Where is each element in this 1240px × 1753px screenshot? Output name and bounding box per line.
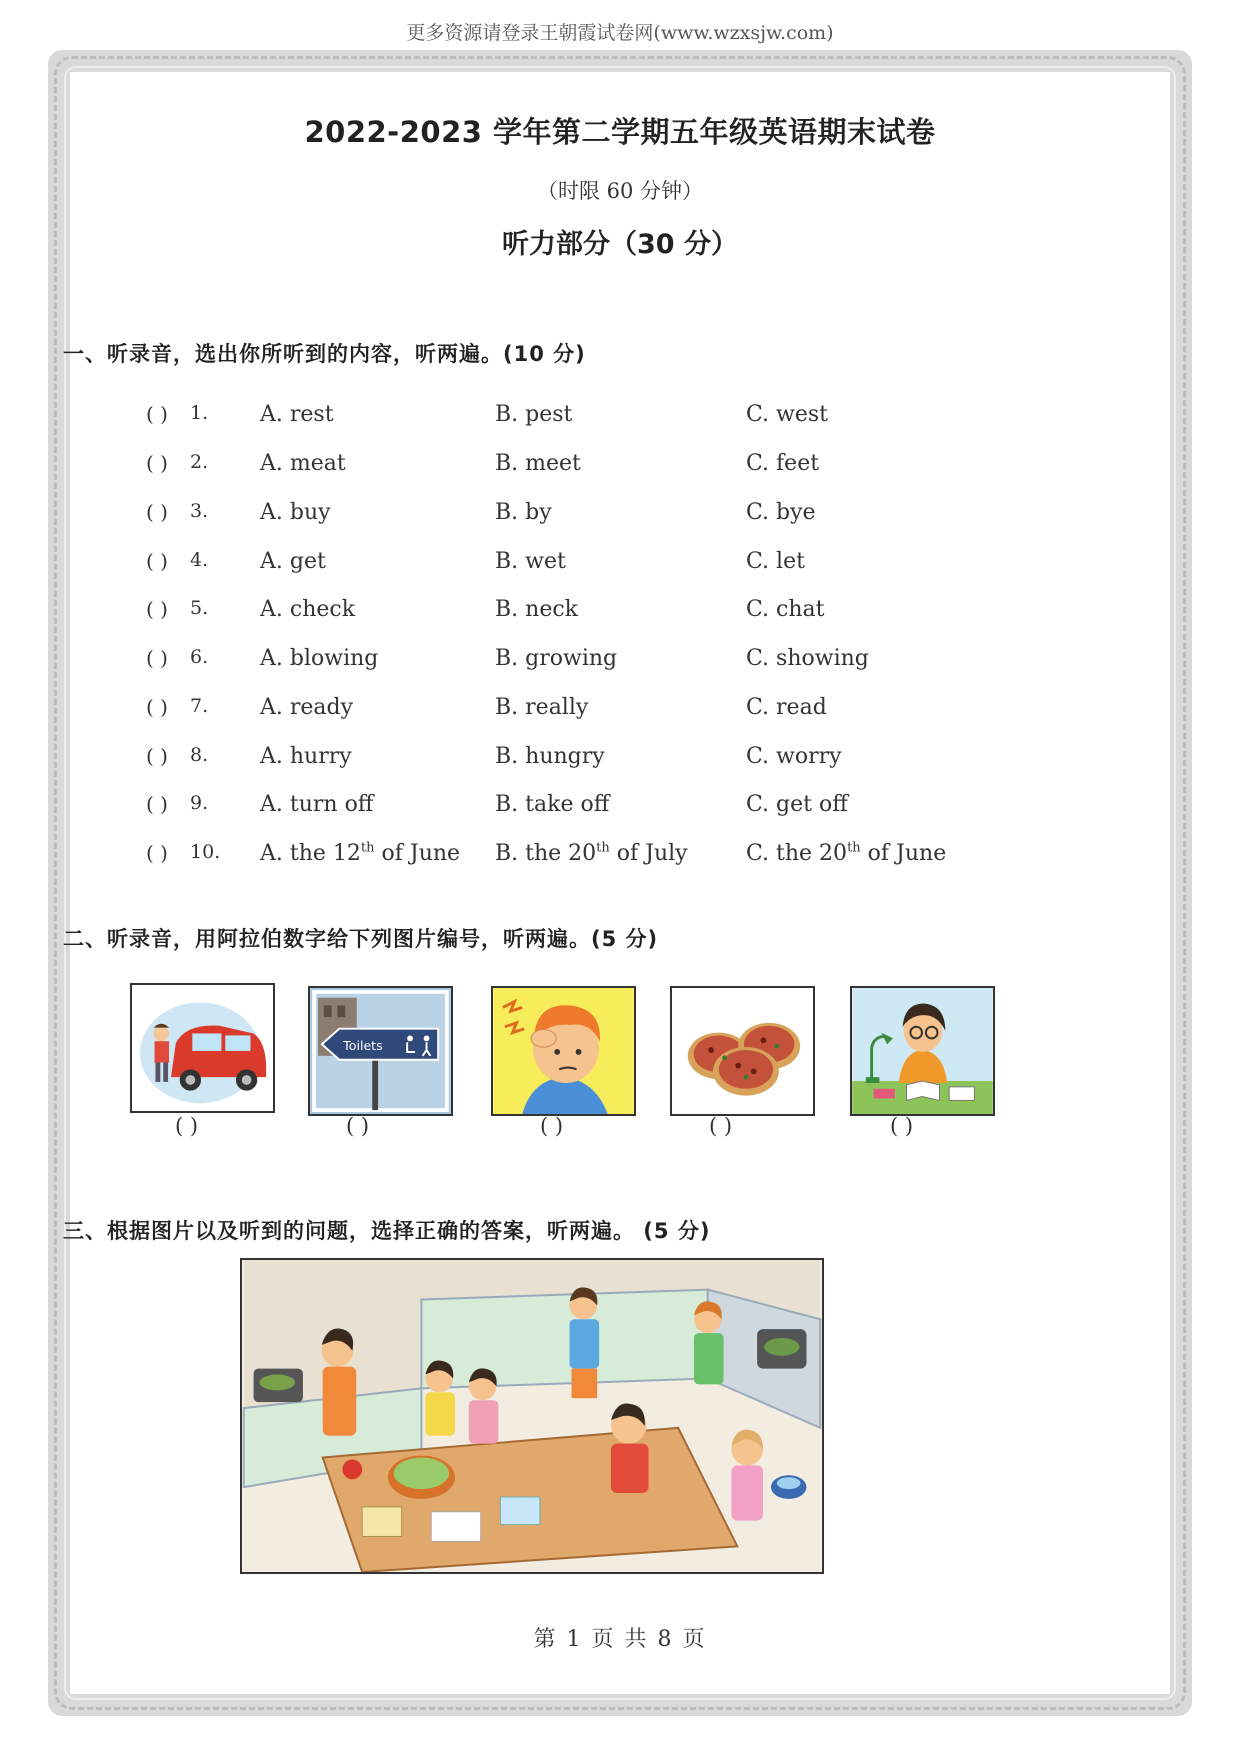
- answer-blank[interactable]: ( ): [146, 792, 168, 816]
- picture-answer-blank[interactable]: ( ): [175, 1114, 199, 1138]
- exam-title: 2022-2023 学年第二学期五年级英语期末试卷: [304, 115, 936, 149]
- picture-pizzas: [670, 986, 815, 1116]
- option-a: A. blowing: [260, 646, 379, 671]
- picture-toilets-sign: [308, 986, 453, 1116]
- option-a: A. ready: [260, 695, 354, 720]
- option-a: A. hurry: [260, 744, 352, 769]
- question-row: [66, 549, 1066, 579]
- question-row: [66, 646, 1066, 676]
- question-row: [66, 451, 1066, 481]
- picture-boy-with-car: [130, 983, 275, 1113]
- picture-kitchen-scene: [240, 1258, 824, 1574]
- option-c-text-end: of June: [860, 841, 947, 866]
- listening-part-title: 听力部分（30 分）: [502, 229, 738, 260]
- time-limit: （时限 60 分钟）: [536, 179, 704, 203]
- option-c: C. showing: [746, 646, 869, 671]
- option-a: A. check: [260, 597, 356, 622]
- picture-answer-blank[interactable]: ( ): [709, 1114, 733, 1138]
- option-c: C. west: [746, 402, 829, 427]
- question-row: [66, 744, 1066, 774]
- option-b: B. meet: [495, 451, 581, 476]
- option-b-text: B. the 20: [495, 841, 597, 866]
- page-number-footer: 第 1 页 共 8 页: [533, 1627, 707, 1652]
- ordinal-suffix: th: [360, 840, 375, 856]
- question-number: 9.: [190, 792, 209, 814]
- question-number: 10.: [190, 841, 221, 863]
- option-b: B. neck: [495, 597, 578, 622]
- option-a: A. rest: [260, 402, 334, 427]
- answer-blank[interactable]: ( ): [146, 549, 168, 573]
- question-number: 4.: [190, 549, 209, 571]
- option-c: C. get off: [746, 792, 848, 817]
- question-number: 1.: [190, 402, 209, 424]
- option-b: B. hungry: [495, 744, 605, 769]
- option-c: C. chat: [746, 597, 825, 622]
- picture-girl-reading: [850, 986, 995, 1116]
- question-number: 8.: [190, 744, 209, 766]
- question-number: 3.: [190, 500, 209, 522]
- option-a-text-end: of June: [374, 841, 461, 866]
- option-a: [260, 841, 460, 866]
- question-row: [66, 792, 1066, 822]
- ordinal-suffix: th: [596, 840, 610, 856]
- option-b: B. wet: [495, 549, 566, 574]
- answer-blank[interactable]: ( ): [146, 500, 168, 524]
- question-row: [66, 402, 1066, 432]
- question-row: [66, 841, 1066, 871]
- question-row: [66, 597, 1066, 627]
- option-b: B. pest: [495, 402, 573, 427]
- section1-title: 一、听录音，选出你所听到的内容，听两遍。(10 分): [63, 342, 586, 366]
- option-c: C. bye: [746, 500, 816, 525]
- sign-text: Toilets: [343, 1038, 383, 1054]
- option-c-text: C. the 20: [746, 841, 848, 866]
- option-a: A. buy: [260, 500, 331, 525]
- question-row: [66, 500, 1066, 530]
- option-a-text: A. the 12: [260, 841, 361, 866]
- answer-blank[interactable]: ( ): [146, 695, 168, 719]
- option-b: B. growing: [495, 646, 618, 671]
- site-header[interactable]: 更多资源请登录王朝霞试卷网(www.wzxsjw.com): [406, 22, 834, 44]
- option-a: A. get: [260, 549, 326, 574]
- option-c: C. feet: [746, 451, 820, 476]
- option-c: C. read: [746, 695, 827, 720]
- answer-blank[interactable]: ( ): [146, 841, 168, 865]
- question-number: 7.: [190, 695, 209, 717]
- picture-boy-headache: [491, 986, 636, 1116]
- picture-answer-blank[interactable]: ( ): [346, 1114, 370, 1138]
- option-a: A. meat: [260, 451, 346, 476]
- option-c: [746, 841, 946, 866]
- question-number: 5.: [190, 597, 209, 619]
- option-c: C. worry: [746, 744, 842, 769]
- answer-blank[interactable]: ( ): [146, 451, 168, 475]
- answer-blank[interactable]: ( ): [146, 402, 168, 426]
- option-b: B. really: [495, 695, 589, 720]
- option-a: A. turn off: [260, 792, 374, 817]
- question-number: 2.: [190, 451, 209, 473]
- ordinal-suffix: th: [847, 840, 861, 856]
- picture-answer-blank[interactable]: ( ): [540, 1114, 564, 1138]
- option-b-text-end: of July: [609, 841, 688, 866]
- picture-answer-blank[interactable]: ( ): [890, 1114, 914, 1138]
- option-b: B. by: [495, 500, 552, 525]
- option-b: [495, 841, 688, 866]
- option-c: C. let: [746, 549, 805, 574]
- section2-title: 二、听录音，用阿拉伯数字给下列图片编号，听两遍。(5 分): [63, 927, 659, 951]
- answer-blank[interactable]: ( ): [146, 646, 168, 670]
- answer-blank[interactable]: ( ): [146, 744, 168, 768]
- answer-blank[interactable]: ( ): [146, 597, 168, 621]
- question-number: 6.: [190, 646, 209, 668]
- question-row: [66, 695, 1066, 725]
- section3-title: 三、根据图片以及听到的问题，选择正确的答案，听两遍。 (5 分): [63, 1219, 711, 1243]
- option-b: B. take off: [495, 792, 610, 817]
